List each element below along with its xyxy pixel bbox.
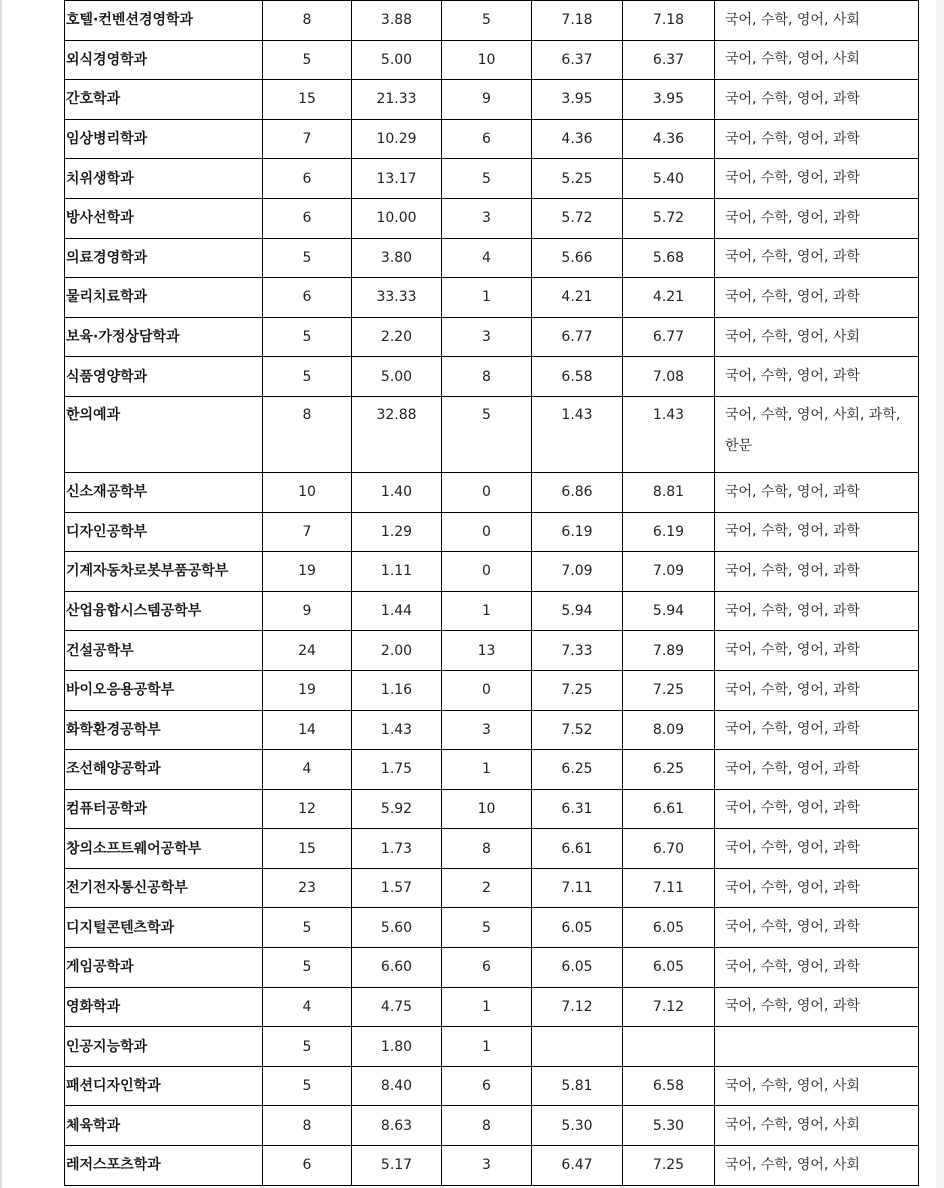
- quota-cell: 8: [263, 1106, 352, 1146]
- reflected-subjects-cell: 국어, 수학, 영어, 과학: [715, 868, 919, 908]
- competition-rate-cell: 32.88: [352, 396, 442, 472]
- competition-rate-cell: 2.00: [352, 631, 442, 671]
- quota-cell: 4: [263, 987, 352, 1027]
- quota-cell: 6: [263, 159, 352, 199]
- grade-avg-cell: 5.94: [532, 591, 623, 631]
- department-name-cell: 산업융합시스템공학부: [65, 591, 263, 631]
- table-row: [65, 868, 919, 908]
- competition-rate-cell: 1.29: [352, 512, 442, 552]
- department-name-cell: 치위생학과: [65, 159, 263, 199]
- competition-rate-cell: 33.33: [352, 278, 442, 318]
- reflected-subjects-cell: 국어, 수학, 영어, 과학: [715, 80, 919, 120]
- reflected-subjects-cell: 국어, 수학, 영어, 과학: [715, 159, 919, 199]
- reflected-subjects-cell: 국어, 수학, 영어, 과학: [715, 829, 919, 869]
- table-row: [65, 472, 919, 512]
- additional-admissions-cell: 10: [442, 789, 532, 829]
- quota-cell: 5: [263, 948, 352, 988]
- department-name-cell: 기계자동차로봇부품공학부: [65, 552, 263, 592]
- reflected-subjects-cell: 국어, 수학, 영어, 사회: [715, 1066, 919, 1106]
- grade-avg-cell: 6.61: [532, 829, 623, 869]
- table-row: [65, 908, 919, 948]
- admissions-table: [64, 0, 919, 1186]
- competition-rate-cell: 5.60: [352, 908, 442, 948]
- quota-cell: 6: [263, 1146, 352, 1186]
- reflected-subjects-cell: 국어, 수학, 영어, 사회: [715, 1, 919, 41]
- table-row: [65, 198, 919, 238]
- department-name-cell: 패션디자인학과: [65, 1066, 263, 1106]
- department-name-cell: 전기전자통신공학부: [65, 868, 263, 908]
- quota-cell: 19: [263, 552, 352, 592]
- grade-avg-cell: 7.52: [532, 710, 623, 750]
- grade-cutoff-cell: 7.89: [623, 631, 715, 671]
- reflected-subjects-cell: 국어, 수학, 영어, 과학: [715, 472, 919, 512]
- grade-cutoff-cell: 6.61: [623, 789, 715, 829]
- grade-avg-cell: 6.58: [532, 357, 623, 397]
- quota-cell: 8: [263, 1, 352, 41]
- grade-cutoff-cell: 7.18: [623, 1, 715, 41]
- quota-cell: 23: [263, 868, 352, 908]
- department-name-cell: 바이오응용공학부: [65, 670, 263, 710]
- quota-cell: 15: [263, 829, 352, 869]
- table-row: [65, 1106, 919, 1146]
- competition-rate-cell: 5.17: [352, 1146, 442, 1186]
- quota-cell: 5: [263, 357, 352, 397]
- grade-avg-cell: 7.09: [532, 552, 623, 592]
- reflected-subjects-cell: 국어, 수학, 영어, 과학: [715, 948, 919, 988]
- table-row: [65, 1, 919, 41]
- table-row: [65, 396, 919, 472]
- department-name-cell: 레저스포츠학과: [65, 1146, 263, 1186]
- reflected-subjects-cell: 국어, 수학, 영어, 과학: [715, 670, 919, 710]
- grade-cutoff-cell: 7.25: [623, 670, 715, 710]
- additional-admissions-cell: 0: [442, 472, 532, 512]
- reflected-subjects-cell: 국어, 수학, 영어, 과학: [715, 631, 919, 671]
- quota-cell: 5: [263, 908, 352, 948]
- competition-rate-cell: 1.73: [352, 829, 442, 869]
- department-name-cell: 조선해양공학과: [65, 750, 263, 790]
- grade-cutoff-cell: 8.81: [623, 472, 715, 512]
- grade-avg-cell: 5.25: [532, 159, 623, 199]
- grade-avg-cell: 1.43: [532, 396, 623, 472]
- table-row: [65, 948, 919, 988]
- competition-rate-cell: 10.00: [352, 198, 442, 238]
- table-row: [65, 80, 919, 120]
- quota-cell: 7: [263, 119, 352, 159]
- department-name-cell: 창의소프트웨어공학부: [65, 829, 263, 869]
- quota-cell: 9: [263, 591, 352, 631]
- grade-avg-cell: 6.86: [532, 472, 623, 512]
- additional-admissions-cell: 6: [442, 119, 532, 159]
- reflected-subjects-cell: 국어, 수학, 영어, 과학: [715, 908, 919, 948]
- additional-admissions-cell: 1: [442, 278, 532, 318]
- table-row: [65, 829, 919, 869]
- quota-cell: 5: [263, 1027, 352, 1067]
- department-name-cell: 영화학과: [65, 987, 263, 1027]
- grade-avg-cell: 7.25: [532, 670, 623, 710]
- quota-cell: 4: [263, 750, 352, 790]
- competition-rate-cell: 6.60: [352, 948, 442, 988]
- grade-cutoff-cell: 6.70: [623, 829, 715, 869]
- grade-avg-cell: 6.37: [532, 40, 623, 80]
- grade-avg-cell: 6.77: [532, 317, 623, 357]
- department-name-cell: 한의예과: [65, 396, 263, 472]
- reflected-subjects-cell: 국어, 수학, 영어, 사회: [715, 317, 919, 357]
- reflected-subjects-cell: [715, 1027, 919, 1067]
- table-row: [65, 1027, 919, 1067]
- department-name-cell: 화학환경공학부: [65, 710, 263, 750]
- table-row: [65, 238, 919, 278]
- competition-rate-cell: 1.40: [352, 472, 442, 512]
- quota-cell: 15: [263, 80, 352, 120]
- grade-avg-cell: 6.25: [532, 750, 623, 790]
- table-row: [65, 1066, 919, 1106]
- department-name-cell: 방사선학과: [65, 198, 263, 238]
- grade-cutoff-cell: 7.25: [623, 1146, 715, 1186]
- department-name-cell: 게임공학과: [65, 948, 263, 988]
- table-row: [65, 40, 919, 80]
- grade-cutoff-cell: 6.05: [623, 908, 715, 948]
- additional-admissions-cell: 0: [442, 512, 532, 552]
- table-row: [65, 1146, 919, 1186]
- grade-cutoff-cell: 6.19: [623, 512, 715, 552]
- table-row: [65, 987, 919, 1027]
- quota-cell: 5: [263, 317, 352, 357]
- table-row: [65, 789, 919, 829]
- department-name-cell: 신소재공학부: [65, 472, 263, 512]
- grade-avg-cell: 7.11: [532, 868, 623, 908]
- competition-rate-cell: 1.11: [352, 552, 442, 592]
- grade-avg-cell: 6.05: [532, 908, 623, 948]
- grade-avg-cell: 3.95: [532, 80, 623, 120]
- grade-cutoff-cell: 7.11: [623, 868, 715, 908]
- additional-admissions-cell: 8: [442, 829, 532, 869]
- competition-rate-cell: 5.92: [352, 789, 442, 829]
- competition-rate-cell: 5.00: [352, 40, 442, 80]
- additional-admissions-cell: 3: [442, 317, 532, 357]
- reflected-subjects-cell: 국어, 수학, 영어, 과학: [715, 552, 919, 592]
- reflected-subjects-cell: 국어, 수학, 영어, 과학: [715, 119, 919, 159]
- department-name-cell: 디자인공학부: [65, 512, 263, 552]
- grade-avg-cell: 6.19: [532, 512, 623, 552]
- department-name-cell: 물리치료학과: [65, 278, 263, 318]
- additional-admissions-cell: 0: [442, 552, 532, 592]
- additional-admissions-cell: 0: [442, 670, 532, 710]
- reflected-subjects-cell: 국어, 수학, 영어, 과학: [715, 198, 919, 238]
- competition-rate-cell: 21.33: [352, 80, 442, 120]
- department-name-cell: 건설공학부: [65, 631, 263, 671]
- grade-avg-cell: 5.66: [532, 238, 623, 278]
- table-row: [65, 750, 919, 790]
- grade-cutoff-cell: 5.68: [623, 238, 715, 278]
- table-row: [65, 357, 919, 397]
- grade-cutoff-cell: 7.12: [623, 987, 715, 1027]
- competition-rate-cell: 3.80: [352, 238, 442, 278]
- quota-cell: 7: [263, 512, 352, 552]
- competition-rate-cell: 1.44: [352, 591, 442, 631]
- grade-cutoff-cell: [623, 1027, 715, 1067]
- grade-avg-cell: 6.05: [532, 948, 623, 988]
- reflected-subjects-cell: 국어, 수학, 영어, 사회: [715, 1106, 919, 1146]
- table-row: [65, 710, 919, 750]
- quota-cell: 19: [263, 670, 352, 710]
- department-name-cell: 체육학과: [65, 1106, 263, 1146]
- grade-cutoff-cell: 7.08: [623, 357, 715, 397]
- grade-cutoff-cell: 6.58: [623, 1066, 715, 1106]
- table-row: [65, 552, 919, 592]
- additional-admissions-cell: 5: [442, 908, 532, 948]
- additional-admissions-cell: 3: [442, 1146, 532, 1186]
- quota-cell: 14: [263, 710, 352, 750]
- grade-avg-cell: 7.33: [532, 631, 623, 671]
- grade-avg-cell: 4.21: [532, 278, 623, 318]
- competition-rate-cell: 1.80: [352, 1027, 442, 1067]
- table-row: [65, 591, 919, 631]
- table-row: [65, 119, 919, 159]
- reflected-subjects-cell: 국어, 수학, 영어, 과학: [715, 591, 919, 631]
- grade-cutoff-cell: 4.21: [623, 278, 715, 318]
- department-name-cell: 디지털콘텐츠학과: [65, 908, 263, 948]
- grade-avg-cell: 5.72: [532, 198, 623, 238]
- competition-rate-cell: 8.63: [352, 1106, 442, 1146]
- grade-cutoff-cell: 3.95: [623, 80, 715, 120]
- quota-cell: 10: [263, 472, 352, 512]
- reflected-subjects-cell: 국어, 수학, 영어, 사회: [715, 40, 919, 80]
- reflected-subjects-cell: 국어, 수학, 영어, 과학: [715, 238, 919, 278]
- scrollbar[interactable]: [936, 0, 944, 1188]
- competition-rate-cell: 3.88: [352, 1, 442, 41]
- competition-rate-cell: 5.00: [352, 357, 442, 397]
- additional-admissions-cell: 6: [442, 948, 532, 988]
- department-name-cell: 컴퓨터공학과: [65, 789, 263, 829]
- grade-cutoff-cell: 5.72: [623, 198, 715, 238]
- reflected-subjects-cell: 국어, 수학, 영어, 과학: [715, 750, 919, 790]
- grade-avg-cell: 7.12: [532, 987, 623, 1027]
- table-row: [65, 317, 919, 357]
- competition-rate-cell: 1.75: [352, 750, 442, 790]
- competition-rate-cell: 13.17: [352, 159, 442, 199]
- table-row: [65, 278, 919, 318]
- grade-avg-cell: 5.81: [532, 1066, 623, 1106]
- reflected-subjects-cell: 국어, 수학, 영어, 과학: [715, 512, 919, 552]
- additional-admissions-cell: 6: [442, 1066, 532, 1106]
- grade-cutoff-cell: 6.05: [623, 948, 715, 988]
- grade-cutoff-cell: 5.94: [623, 591, 715, 631]
- grade-cutoff-cell: 6.25: [623, 750, 715, 790]
- reflected-subjects-cell: 국어, 수학, 영어, 사회, 과학, 한문: [715, 396, 919, 472]
- reflected-subjects-cell: 국어, 수학, 영어, 과학: [715, 987, 919, 1027]
- grade-avg-cell: 4.36: [532, 119, 623, 159]
- additional-admissions-cell: 5: [442, 396, 532, 472]
- grade-cutoff-cell: 5.40: [623, 159, 715, 199]
- grade-avg-cell: 7.18: [532, 1, 623, 41]
- quota-cell: 6: [263, 278, 352, 318]
- department-name-cell: 의료경영학과: [65, 238, 263, 278]
- additional-admissions-cell: 8: [442, 357, 532, 397]
- table-row: [65, 631, 919, 671]
- department-name-cell: 외식경영학과: [65, 40, 263, 80]
- reflected-subjects-cell: 국어, 수학, 영어, 과학: [715, 278, 919, 318]
- reflected-subjects-cell: 국어, 수학, 영어, 과학: [715, 789, 919, 829]
- competition-rate-cell: 10.29: [352, 119, 442, 159]
- competition-rate-cell: 2.20: [352, 317, 442, 357]
- table-row: [65, 670, 919, 710]
- page-edge: [0, 0, 2, 1188]
- table-row: [65, 512, 919, 552]
- additional-admissions-cell: 4: [442, 238, 532, 278]
- additional-admissions-cell: 1: [442, 750, 532, 790]
- grade-avg-cell: 6.47: [532, 1146, 623, 1186]
- competition-rate-cell: 1.57: [352, 868, 442, 908]
- grade-cutoff-cell: 8.09: [623, 710, 715, 750]
- quota-cell: 24: [263, 631, 352, 671]
- grade-cutoff-cell: 5.30: [623, 1106, 715, 1146]
- additional-admissions-cell: 9: [442, 80, 532, 120]
- department-name-cell: 식품영양학과: [65, 357, 263, 397]
- additional-admissions-cell: 8: [442, 1106, 532, 1146]
- competition-rate-cell: 8.40: [352, 1066, 442, 1106]
- grade-avg-cell: [532, 1027, 623, 1067]
- competition-rate-cell: 1.43: [352, 710, 442, 750]
- reflected-subjects-cell: 국어, 수학, 영어, 과학: [715, 710, 919, 750]
- additional-admissions-cell: 1: [442, 1027, 532, 1067]
- competition-rate-cell: 1.16: [352, 670, 442, 710]
- grade-cutoff-cell: 6.37: [623, 40, 715, 80]
- additional-admissions-cell: 2: [442, 868, 532, 908]
- grade-cutoff-cell: 7.09: [623, 552, 715, 592]
- department-name-cell: 간호학과: [65, 80, 263, 120]
- quota-cell: 6: [263, 198, 352, 238]
- department-name-cell: 호텔·컨벤션경영학과: [65, 1, 263, 41]
- additional-admissions-cell: 10: [442, 40, 532, 80]
- grade-cutoff-cell: 1.43: [623, 396, 715, 472]
- additional-admissions-cell: 5: [442, 1, 532, 41]
- additional-admissions-cell: 1: [442, 591, 532, 631]
- grade-cutoff-cell: 6.77: [623, 317, 715, 357]
- quota-cell: 5: [263, 1066, 352, 1106]
- reflected-subjects-cell: 국어, 수학, 영어, 사회: [715, 1146, 919, 1186]
- additional-admissions-cell: 13: [442, 631, 532, 671]
- grade-avg-cell: 6.31: [532, 789, 623, 829]
- quota-cell: 8: [263, 396, 352, 472]
- additional-admissions-cell: 1: [442, 987, 532, 1027]
- table-row: [65, 159, 919, 199]
- reflected-subjects-cell: 국어, 수학, 영어, 과학: [715, 357, 919, 397]
- grade-cutoff-cell: 4.36: [623, 119, 715, 159]
- department-name-cell: 인공지능학과: [65, 1027, 263, 1067]
- competition-rate-cell: 4.75: [352, 987, 442, 1027]
- quota-cell: 12: [263, 789, 352, 829]
- quota-cell: 5: [263, 238, 352, 278]
- additional-admissions-cell: 5: [442, 159, 532, 199]
- quota-cell: 5: [263, 40, 352, 80]
- additional-admissions-cell: 3: [442, 710, 532, 750]
- additional-admissions-cell: 3: [442, 198, 532, 238]
- department-name-cell: 보육·가정상담학과: [65, 317, 263, 357]
- department-name-cell: 임상병리학과: [65, 119, 263, 159]
- grade-avg-cell: 5.30: [532, 1106, 623, 1146]
